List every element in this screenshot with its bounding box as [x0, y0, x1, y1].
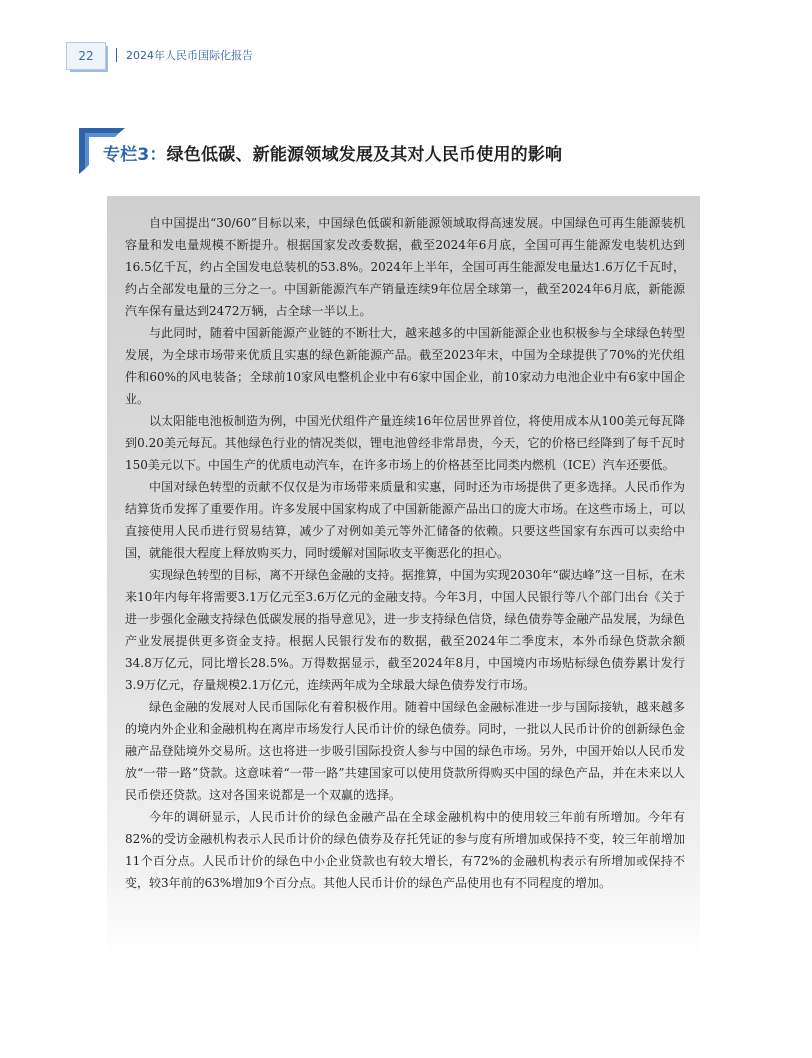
- page-number: 22: [66, 42, 106, 70]
- paragraph: 与此同时，随着中国新能源产业链的不断壮大，越来越多的中国新能源企业也积极参与全球绿色转型发展，为全球市场带来优质且实惠的绿色新能源产品。截至2023年末，中国为全球提供了70%的光伏组件和60%的风电装备；全球前10家风电整机企业中有6家中国企业，前10家动力电池企业中有6家中国企业。: [125, 326, 685, 406]
- header-divider: [116, 48, 117, 62]
- paragraph: 以太阳能电池板制造为例，中国光伏组件产量连续16年位居世界首位，将使用成本从100美元每瓦降到0.20美元每瓦。其他绿色行业的情况类似，锂电池曾经非常昂贵，今天，它的价格已经降到了每千瓦时150美元以下。中国生产的优质电动汽车，在许多市场上的价格甚至比同类内燃机（ICE）汽车还要低。: [125, 414, 685, 472]
- paragraph: 中国对绿色转型的贡献不仅仅是为市场带来质量和实惠，同时还为市场提供了更多选择。人民币作为结算货币发挥了重要作用。许多发展中国家构成了中国新能源产品出口的庞大市场。在这些市场上，可以直接使用人民币进行贸易结算，减少了对例如美元等外汇储备的依赖。只要这些国家有东西可以卖给中国，就能很大程度上释放购买力，同时缓解对国际收支平衡恶化的担心。: [125, 480, 685, 560]
- box-label: 专栏3：: [103, 145, 167, 165]
- paragraph: 今年的调研显示，人民币计价的绿色金融产品在全球金融机构中的使用较三年前有所增加。今年有82%的受访金融机构表示人民币计价的绿色债券及存托凭证的参与度有所增加或保持不变，较三年前增加11个百分点。人民币计价的绿色中小企业贷款也有较大增长，有72%的金融机构表示有所增加或保持不变，较3年前的63%增加9个百分点。其他人民币计价的绿色产品使用也有不同程度的增加。: [125, 810, 685, 890]
- box-heading: [79, 128, 699, 174]
- box-title: [103, 140, 562, 165]
- paragraph: 绿色金融的发展对人民币国际化有着积极作用。随着中国绿色金融标准进一步与国际接轨，越来越多的境内外企业和金融机构在离岸市场发行人民币计价的绿色债券。同时，一批以人民币计价的创新绿色金融产品登陆境外交易所。这也将进一步吸引国际投资人参与中国的绿色市场。另外，中国开始以人民币发放“一带一路”贷款。这意味着“一带一路”共建国家可以使用贷款所得购买中国的绿色产品，并在未来以人民币偿还贷款。这对各国来说都是一个双赢的选择。: [125, 700, 685, 802]
- body-text: [125, 212, 685, 894]
- box-title-text: 绿色低碳、新能源领域发展及其对人民币使用的影响: [166, 145, 563, 165]
- paragraph: 自中国提出“30/60”目标以来，中国绿色低碳和新能源领域取得高速发展。中国绿色可再生能源装机容量和发电量规模不断提升。根据国家发改委数据，截至2024年6月底，全国可再生能源发电装机达到16.5亿千瓦，约占全国发电总装机的53.8%。2024年上半年，全国可再生能源发电量达1.6万亿千瓦时，约占全部发电量的三分之一。中国新能源汽车产销量连续9年位居全球第一，截至2024年6月底，新能源汽车保有量达到2472万辆，占全球一半以上。: [125, 216, 685, 318]
- report-title: 2024年人民币国际化报告: [126, 49, 253, 62]
- paragraph: 实现绿色转型的目标，离不开绿色金融的支持。据推算，中国为实现2030年“碳达峰”这一目标，在未来10年内每年将需要3.1万亿元至3.6万亿元的金融支持。今年3月，中国人民银行等八个部门出台《关于进一步强化金融支持绿色低碳发展的指导意见》，进一步支持绿色信贷，绿色债券等金融产品发展，为绿色产业发展提供更多资金支持。根据人民银行发布的数据，截至2024年二季度末，本外币绿色贷款余额34.8万亿元，同比增长28.5%。万得数据显示，截至2024年8月，中国境内市场贴标绿色债券累计发行3.9万亿元，存量规模2.1万亿元，连续两年成为全球最大绿色债券发行市场。: [125, 568, 685, 692]
